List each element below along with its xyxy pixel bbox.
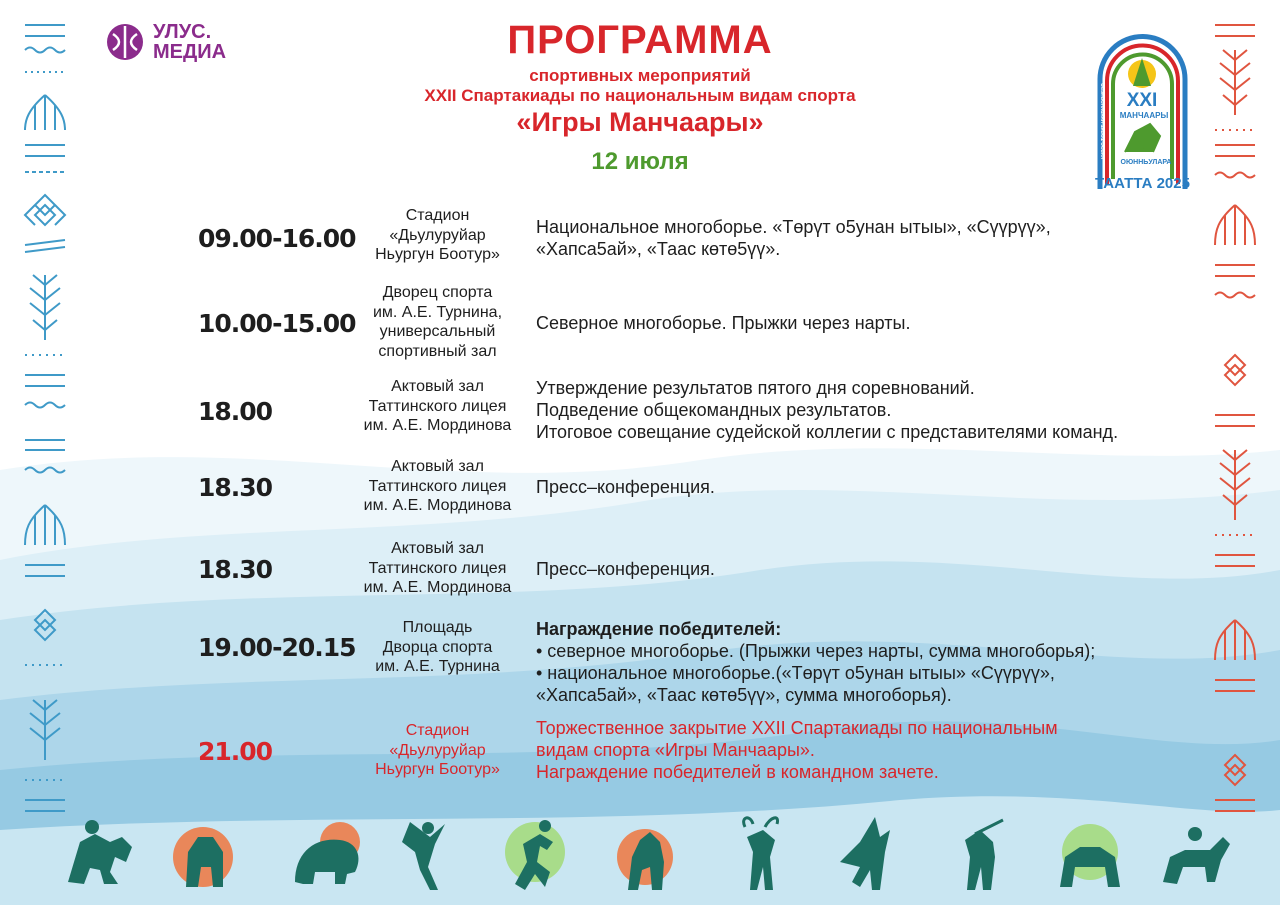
wrestler-pair-icon (68, 820, 132, 884)
venue-line: универсальный (379, 323, 496, 340)
event-date: 12 июля (591, 148, 689, 175)
event-time: 21.00 (198, 737, 273, 766)
runner-icon (505, 820, 565, 890)
desc-line: Награждение победителей в командном зачете. (536, 762, 939, 782)
emblem-numeral: XXI (1126, 90, 1158, 111)
event-time: 18.30 (198, 555, 273, 584)
venue-line: спортивный зал (378, 342, 497, 360)
venue-line: Дворца спорта (382, 638, 493, 656)
emblem-word: ОЮННЬУЛАРА (1120, 159, 1172, 166)
event-time: 19.00-20.15 (198, 633, 356, 662)
desc-line: Национальное многоборье. «Төрүт о5унан ытыы», «Сүүрүү», (536, 217, 1051, 237)
event-description (536, 618, 1176, 706)
event-time: 10.00-15.00 (198, 309, 356, 338)
desc-line: • северное многоборье. (Прыжки через нарты, сумма многоборья); (536, 641, 1096, 661)
event-name: «Игры Манчаары» (516, 107, 764, 137)
subtitle-2: XXII Спартакиады по национальным видам спорта (424, 86, 856, 105)
venue-line: «Дьулуруйар (389, 741, 486, 759)
venue-line: Площадь (402, 619, 473, 636)
venue-line: Актовый зал (391, 378, 484, 395)
venue-line: Таттинского лицея (368, 477, 507, 495)
emblem-name: МАНЧААРЫ (1119, 111, 1169, 120)
event-venue (360, 721, 515, 780)
venue-line: Таттинского лицея (368, 559, 507, 577)
venue-line: им. А.Е. Турнина, (372, 303, 503, 321)
mammoth-icon (295, 822, 360, 884)
venue-line: Ньургун Боотур» (375, 246, 500, 263)
desc-line: Торжественное закрытие XXII Спартакиады по национальным (536, 718, 1058, 738)
desc-line: видам спорта «Игры Манчаары». (536, 740, 815, 760)
emblem-caption: ТААТТА 2025 (1095, 175, 1190, 192)
venue-line: Актовый зал (391, 458, 484, 475)
venue-line: «Дьулуруйар (389, 226, 486, 244)
venue-line: Дворец спорта (382, 284, 493, 301)
venue-line: Таттинского лицея (368, 397, 507, 415)
desc-line: Подведение общекомандных результатов. (536, 400, 892, 420)
desc-line: Пресс–конференция. (536, 559, 715, 579)
event-description (536, 717, 1176, 783)
event-description (536, 216, 1176, 260)
event-venue (360, 206, 515, 265)
eagle-figure-icon (840, 817, 890, 890)
venue-line: им. А.Е. Турнина (375, 658, 500, 675)
brand-line-2: МЕДИА (153, 41, 227, 63)
horse-rider-icon (1163, 827, 1230, 884)
page-title: ПРОГРАММА (507, 18, 773, 62)
venue-line: Актовый зал (391, 540, 484, 557)
event-description (536, 558, 1176, 580)
event-description (536, 377, 1176, 443)
brand-line-1: УЛУС. (153, 21, 212, 43)
event-time: 18.30 (198, 473, 273, 502)
desc-line: Северное многоборье. Прыжки через нарты. (536, 313, 911, 333)
desc-line: • национальное многоборье.(«Төрүт о5унан ытыы» «Сүүрүү», (536, 663, 1055, 683)
desc-line: Пресс–конференция. (536, 477, 715, 497)
event-venue (360, 457, 515, 516)
event-venue (360, 618, 515, 677)
venue-line: Ньургун Боотур» (375, 761, 500, 778)
desc-line: «Хапса5ай», «Таас көтө5үү». (536, 239, 781, 259)
desc-line: Итоговое совещание судейской коллегии с представителями команд. (536, 422, 1119, 442)
archer-deer-icon (744, 818, 778, 890)
venue-line: Стадион (405, 207, 470, 224)
event-description (536, 476, 1176, 498)
figure-skater-icon (402, 822, 445, 890)
venue-line: им. А.Е. Мординова (363, 579, 512, 596)
sport-icons-strip (40, 812, 1240, 897)
flute-player-icon (965, 820, 1003, 890)
arm-wrestler-icon (1060, 824, 1120, 887)
event-description (536, 312, 1176, 334)
subtitle-1: спортивных мероприятий (529, 66, 751, 85)
venue-line: им. А.Е. Мординова (363, 417, 512, 434)
event-venue (360, 539, 515, 598)
venue-line: Стадион (405, 722, 470, 739)
event-time: 09.00-16.00 (198, 224, 356, 253)
venue-line: им. А.Е. Мординова (363, 497, 512, 514)
event-time: 18.00 (198, 397, 273, 426)
wolf-figure-icon (617, 829, 673, 890)
program-header (0, 18, 1280, 176)
desc-heading: Награждение победителей: (536, 619, 782, 639)
event-venue (360, 377, 515, 436)
bear-figure-icon (173, 827, 233, 887)
desc-line: Утверждение результатов пятого дня соревнований. (536, 378, 975, 398)
emblem-arc-text: КУРЭС ТӨРҮТ НУУРУНЭРИГЭР (1101, 83, 1107, 159)
desc-line: «Хапса5ай», «Таас көтө5үү», сумма многоборья). (536, 685, 952, 705)
event-venue (360, 283, 515, 361)
